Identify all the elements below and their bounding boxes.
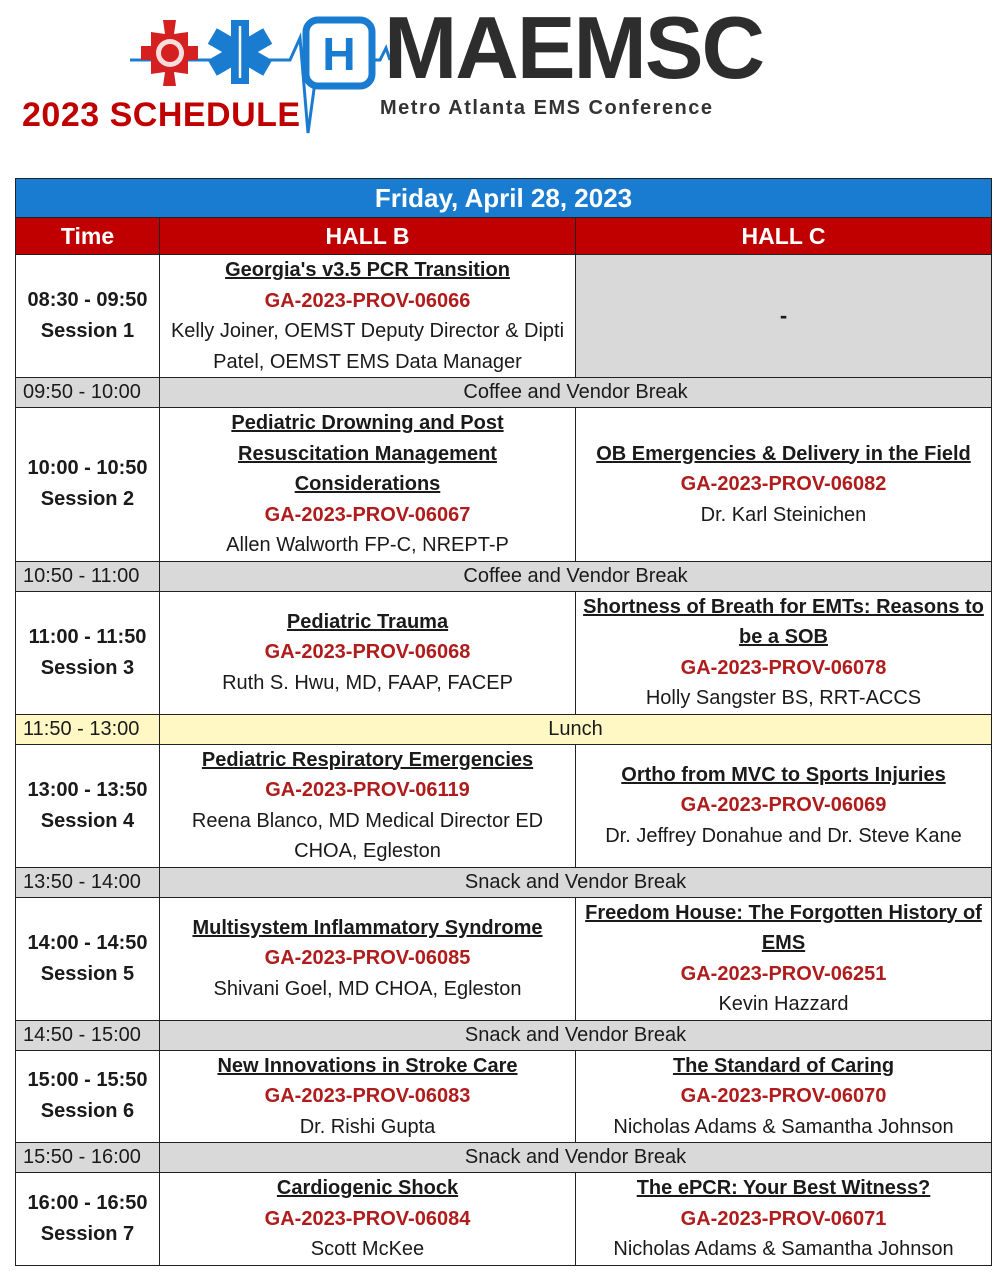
hall-b-session	[160, 744, 576, 867]
session-number: Session 3	[40, 656, 135, 679]
break-label: Coffee and Vendor Break	[160, 561, 992, 591]
logo-letter: H	[322, 28, 356, 80]
speaker-name: Reena Blanco, MD Medical Director ED CHOA, Egleston	[191, 809, 544, 862]
break-label: Snack and Vendor Break	[160, 1020, 992, 1050]
hall-c-session	[576, 591, 992, 714]
hall-c-session	[576, 1050, 992, 1143]
brand-tagline: Metro Atlanta EMS Conference	[380, 97, 714, 119]
speaker-name: Dr. Jeffrey Donahue and Dr. Steve Kane	[605, 824, 962, 847]
hall-c-empty: -	[576, 255, 992, 378]
session-title: The Standard of Caring	[672, 1054, 895, 1077]
break-row	[16, 561, 992, 591]
hall-b-session	[160, 255, 576, 378]
brand-name: MAEMSC	[384, 0, 764, 97]
hall-b-session	[160, 591, 576, 714]
hall-b-session	[160, 897, 576, 1020]
session-row	[16, 1173, 992, 1266]
course-code: GA-2023-PROV-06070	[680, 1085, 887, 1107]
session-time: 13:00 - 13:50	[27, 778, 148, 801]
fire-department-maltese-cross-icon	[141, 20, 198, 86]
session-time: 14:00 - 14:50	[27, 931, 148, 954]
session-row	[16, 897, 992, 1020]
session-time-cell	[16, 255, 160, 378]
speaker-name: Allen Walworth FP-C, NREPT-P	[226, 534, 509, 556]
course-code: GA-2023-PROV-06251	[680, 962, 887, 985]
hall-b-session	[160, 1173, 576, 1266]
session-number: Session 7	[40, 1222, 135, 1245]
session-number: Session 2	[40, 488, 135, 511]
session-number: Session 6	[40, 1100, 135, 1123]
break-row	[16, 867, 992, 897]
session-title: Pediatric Trauma	[286, 610, 449, 633]
session-row	[16, 408, 992, 562]
course-code: GA-2023-PROV-06083	[264, 1085, 471, 1107]
session-title: Cardiogenic Shock	[276, 1177, 459, 1199]
star-of-life-icon	[208, 20, 272, 84]
hospital-h-icon	[306, 20, 372, 86]
session-title: Pediatric Drowning and Post Resuscitation Management Considerations	[231, 412, 504, 495]
session-title: Ortho from MVC to Sports Injuries	[621, 763, 946, 786]
session-row	[16, 255, 992, 378]
hall-b-session	[160, 1050, 576, 1143]
lunch-time: 11:50 - 13:00	[16, 714, 160, 744]
session-title: OB Emergencies & Delivery in the Field	[596, 442, 971, 465]
break-label: Coffee and Vendor Break	[160, 378, 992, 408]
session-number: Session 4	[40, 809, 135, 832]
break-row	[16, 378, 992, 408]
hall-c-session	[576, 1173, 992, 1266]
column-header-hall-c: HALL C	[576, 218, 992, 255]
session-time-cell	[16, 744, 160, 867]
session-title: Pediatric Respiratory Emergencies	[201, 748, 534, 771]
column-header-row	[16, 218, 992, 255]
day-title: Friday, April 28, 2023	[16, 179, 992, 218]
speaker-name: Nicholas Adams & Samantha Johnson	[613, 1238, 954, 1260]
session-time-cell	[16, 1173, 160, 1266]
hall-c-session	[576, 744, 992, 867]
speaker-name: Dr. Karl Steinichen	[700, 503, 867, 526]
course-code: GA-2023-PROV-06071	[680, 1207, 887, 1230]
speaker-name: Ruth S. Hwu, MD, FAAP, FACEP	[222, 671, 513, 694]
break-time: 10:50 - 11:00	[16, 561, 160, 591]
hall-c-session	[576, 897, 992, 1020]
speaker-name: Shivani Goel, MD CHOA, Egleston	[213, 977, 522, 1000]
break-row	[16, 1020, 992, 1050]
course-code: GA-2023-PROV-06084	[264, 1207, 471, 1230]
schedule-year-title: 2023 SCHEDULE	[22, 96, 301, 134]
break-time: 15:50 - 16:00	[16, 1143, 160, 1173]
speaker-name: Holly Sangster BS, RRT-ACCS	[645, 687, 922, 709]
session-row	[16, 744, 992, 867]
break-label: Snack and Vendor Break	[160, 867, 992, 897]
course-code: GA-2023-PROV-06066	[264, 289, 471, 312]
session-time: 16:00 - 16:50	[27, 1191, 148, 1214]
break-time: 13:50 - 14:00	[16, 867, 160, 897]
session-row	[16, 591, 992, 714]
hall-c-session	[576, 408, 992, 562]
schedule-table	[15, 178, 992, 1266]
session-title: The ePCR: Your Best Witness?	[636, 1177, 931, 1199]
hall-b-session	[160, 408, 576, 562]
speaker-name: Scott McKee	[310, 1238, 425, 1260]
course-code: GA-2023-PROV-06119	[265, 779, 470, 801]
speaker-name: Dr. Rishi Gupta	[299, 1115, 436, 1138]
break-time: 14:50 - 15:00	[16, 1020, 160, 1050]
lunch-label: Lunch	[160, 714, 992, 744]
column-header-hall-b: HALL B	[160, 218, 576, 255]
session-title: New Innovations in Stroke Care	[217, 1054, 518, 1077]
course-code: GA-2023-PROV-06082	[680, 473, 887, 495]
speaker-name: Nicholas Adams & Samantha Johnson	[613, 1115, 954, 1138]
session-title: Multisystem Inflammatory Syndrome	[192, 916, 543, 939]
session-number: Session 5	[40, 962, 135, 985]
speaker-name: Kevin Hazzard	[718, 993, 849, 1015]
speaker-name: Kelly Joiner, OEMST Deputy Director & Dipti Patel, OEMST EMS Data Manager	[170, 320, 565, 373]
break-row	[16, 1143, 992, 1173]
day-header-row	[16, 179, 992, 218]
session-time: 08:30 - 09:50	[27, 289, 148, 311]
course-code: GA-2023-PROV-06069	[680, 794, 887, 817]
break-time: 09:50 - 10:00	[16, 378, 160, 408]
course-code: GA-2023-PROV-06067	[264, 503, 471, 526]
course-code: GA-2023-PROV-06078	[680, 656, 887, 679]
session-row	[16, 1050, 992, 1143]
session-time: 15:00 - 15:50	[27, 1069, 148, 1092]
session-time-cell	[16, 408, 160, 562]
course-code: GA-2023-PROV-06085	[264, 947, 471, 970]
session-time-cell	[16, 897, 160, 1020]
session-title: Georgia's v3.5 PCR Transition	[225, 259, 510, 281]
session-time: 11:00 - 11:50	[28, 625, 147, 648]
break-label: Snack and Vendor Break	[160, 1143, 992, 1173]
session-title: Freedom House: The Forgotten History of EMS	[585, 901, 982, 954]
page-header	[0, 0, 1000, 170]
lunch-row	[16, 714, 992, 744]
session-number: Session 1	[40, 320, 135, 342]
session-time-cell	[16, 1050, 160, 1143]
session-title: Shortness of Breath for EMTs: Reasons to be a SOB	[583, 595, 984, 648]
session-time: 10:00 - 10:50	[27, 457, 148, 480]
course-code: GA-2023-PROV-06068	[264, 641, 471, 664]
session-time-cell	[16, 591, 160, 714]
column-header-time: Time	[16, 218, 160, 255]
